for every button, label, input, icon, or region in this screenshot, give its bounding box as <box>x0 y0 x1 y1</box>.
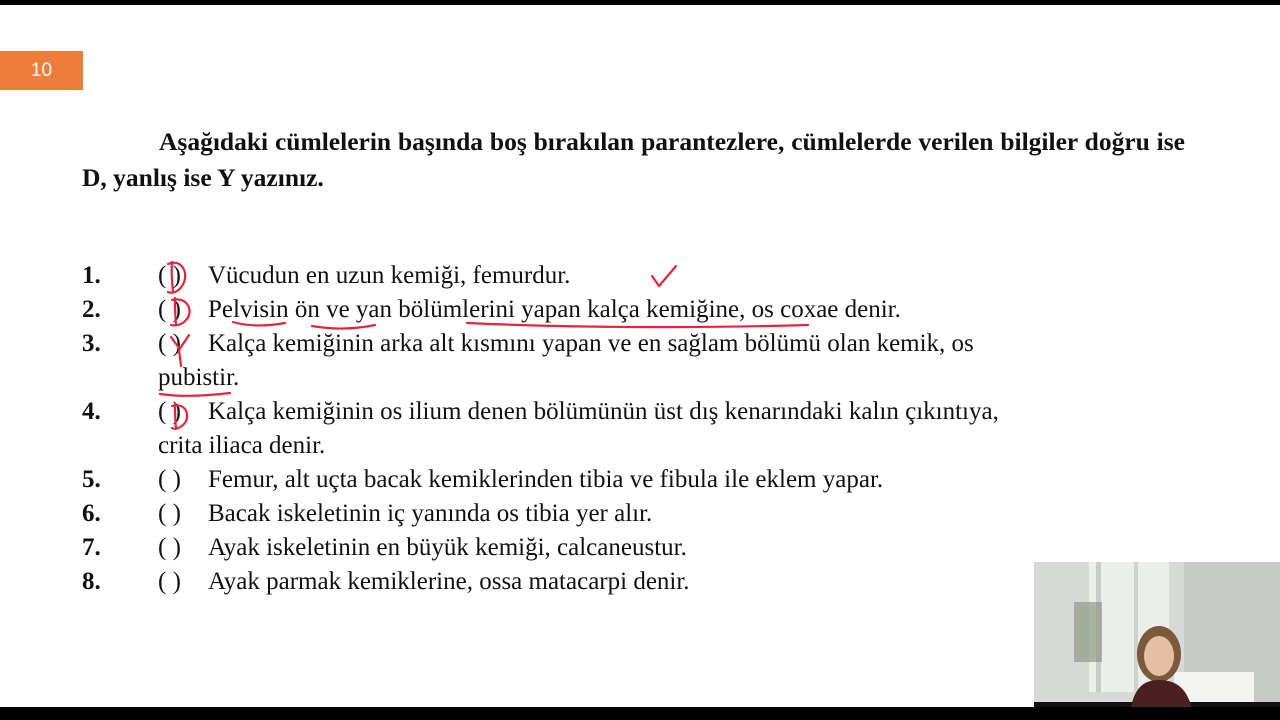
bottom-border <box>0 707 1280 720</box>
presenter-video-icon <box>1034 562 1280 720</box>
answer-parenthesis: ( ) <box>158 534 181 561</box>
question-number: 7. <box>82 534 101 561</box>
question-text: Pelvisin ön ve yan bölümlerini yapan kalça kemiğine, os coxae denir. <box>208 296 901 323</box>
instruction-text: Aşağıdaki cümlelerin başında boş bırakılan parantezlere, cümlelerde verilen bilgiler doğru ise D, yanlış ise Y yazınız. <box>82 127 1185 192</box>
question-text: Bacak iskeletinin iç yanında os tibia yer alır. <box>208 500 653 527</box>
answer-parenthesis: ( ) <box>158 398 181 425</box>
question-text: Ayak iskeletinin en büyük kemiği, calcaneustur. <box>208 534 687 561</box>
question-text: Ayak parmak kemiklerine, ossa matacarpi denir. <box>208 568 690 595</box>
question-number: 3. <box>82 330 101 357</box>
question-item-3 <box>82 327 1162 395</box>
question-number: 1. <box>82 262 101 289</box>
question-item-1 <box>82 259 1162 293</box>
question-item-8 <box>82 565 1162 599</box>
question-text-continuation: crita iliaca denir. <box>158 432 326 459</box>
answer-parenthesis: ( ) <box>158 568 181 595</box>
question-number: 6. <box>82 500 101 527</box>
question-item-6 <box>82 497 1162 531</box>
question-text: Kalça kemiğinin os ilium denen bölümünün üst dış kenarındaki kalın çıkıntıya, <box>208 398 999 425</box>
question-text: Vücudun en uzun kemiği, femurdur. <box>208 262 571 289</box>
answer-parenthesis: ( ) <box>158 466 181 493</box>
question-number: 4. <box>82 398 101 425</box>
top-border <box>0 0 1280 5</box>
answer-parenthesis: ( ) <box>158 262 181 289</box>
question-item-4 <box>82 395 1162 463</box>
question-text-continuation: pubistir. <box>158 364 240 391</box>
question-number: 8. <box>82 568 101 595</box>
question-item-5 <box>82 463 1162 497</box>
answer-parenthesis: ( ) <box>158 296 181 323</box>
webcam-overlay <box>1034 562 1280 720</box>
question-number: 2. <box>82 296 101 323</box>
question-text: Kalça kemiğinin arka alt kısmını yapan ve en sağlam bölümü olan kemik, os <box>208 330 974 357</box>
question-item-2 <box>82 293 1162 327</box>
question-number: 5. <box>82 466 101 493</box>
question-text: Femur, alt uçta bacak kemiklerinden tibia ve fibula ile eklem yapar. <box>208 466 884 493</box>
question-item-7 <box>82 531 1162 565</box>
slide-number-badge: 10 <box>0 51 83 90</box>
question-list <box>82 259 1162 599</box>
answer-parenthesis: ( ) <box>158 500 181 527</box>
answer-parenthesis: ( ) <box>158 330 181 357</box>
